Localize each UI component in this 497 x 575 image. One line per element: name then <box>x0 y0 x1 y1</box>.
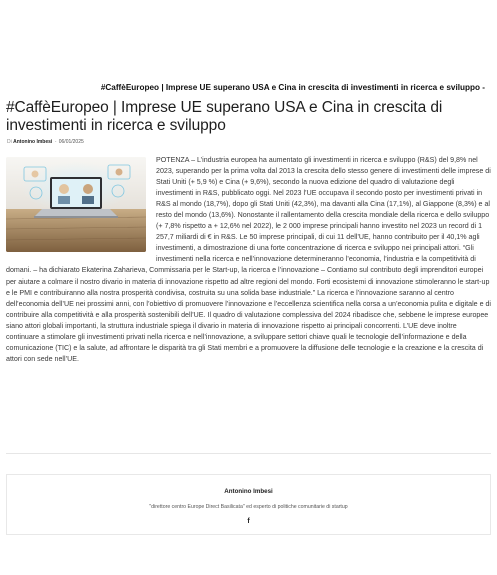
article-date: 06/01/2025 <box>58 139 84 145</box>
article-meta <box>7 139 84 145</box>
article-body <box>6 155 491 365</box>
author-box <box>6 474 491 535</box>
article-title: #CaffèEuropeo | Imprese UE superano USA e Cina in crescita di investimenti in ricerca e sviluppo <box>6 99 443 134</box>
news-ticker[interactable] <box>0 83 497 97</box>
author-box-bio: "direttore centro Europe Direct Basilicata" ed esperto di politiche comunitarie di startup <box>149 504 348 510</box>
ticker-text[interactable]: #CaffèEuropeo | Imprese UE superano USA e Cina in crescita di investimenti in ricerca e sviluppo - <box>100 83 485 92</box>
meta-prefix: Di <box>7 139 12 145</box>
facebook-icon[interactable]: f <box>247 518 250 525</box>
article-image <box>6 157 146 252</box>
article-text: POTENZA – L’industria europea ha aumentato gli investimenti in ricerca e sviluppo (R&S) del 9,8% nel 2023, superando per la prima volta dal 2013 la crescita dello stesso genere di investimenti delle imprese di Stati Uniti (+ 5,9 %) e Cina (+ 9,6%), secondo la nuova edizione del quadro di valutazione degli investimenti in R&S, pubblicato oggi. Nel 2023 l’UE occupava il secondo posto per investimenti privati in R&S al mondo (18,7%), dopo gli Stati Uniti (42,3%), ma davanti alla Cina (17,1%), al Giappone (8,3%) e al resto del mondo (13,6%). Nonostante il rallentamento della crescita mondiale della ricerca e dello sviluppo (+ 7,8% rispetto a + 12,6% nel 2022), le 2 000 imprese principali hanno investito nel 2023 un record di 1 257,7 miliardi di € in R&S. Le 50 imprese principali, di cui 11 dell’UE, hanno contribuito per il 40,1% agli investimenti, a dimostrazione di una forte concentrazione di ricerca e sviluppo nei principali attori. “Gli investimenti nella ricerca e nell’innovazione determineranno l’economia, l’industria e la competitività di domani. – ha dichiarato Ekaterina Zaharieva, Commissaria per le Start-up, la ricerca e l’innovazione – Contiamo sul contributo degli imprenditori europei per aiutare a colmare il nostro divario in materia di innovazione rispetto ad altre regioni del mondo. Forti ecosistemi di innovazione stimoleranno le start-up e le PMI e contribuiranno alla nostra prosperità condivisa, costruita su una solida base industriale.” La ricerca e l’innovazione saranno al centro dell’economia dell’UE nei prossimi anni, con l’obiettivo di promuovere l’innovazione e l’eccellenza scientifica nella corsa a un’economia pulita e digitale e di contribuire alla competitività e alla prosperità sostenibili dell’UE. Il quadro di valutazione complessiva del 2024 ribadisce che, sebbene le imprese europee siano attori globali importanti, la struttura industriale spiega il divario in materia di innovazione rispetto ai principali concorrenti. L’UE deve inoltre continuare a stimolare gli investimenti privati nella ricerca e nell’innovazione, a sviluppare settori chiave quali le tecnologie dell’informazione e della comunicazione (TIC) e la salute, ad affrontare le disparità tra gli Stati membri e a promuovere la diffusione delle tecnologie e la creazione e la crescita di attori con sede nell’UE. <box>6 156 492 363</box>
meta-separator: - <box>54 139 57 145</box>
author-box-name[interactable]: Antonino Imbesi <box>224 488 273 495</box>
author-link[interactable]: Antonino Imbesi <box>13 139 53 145</box>
divider <box>6 453 491 454</box>
laptop-image <box>6 157 146 252</box>
